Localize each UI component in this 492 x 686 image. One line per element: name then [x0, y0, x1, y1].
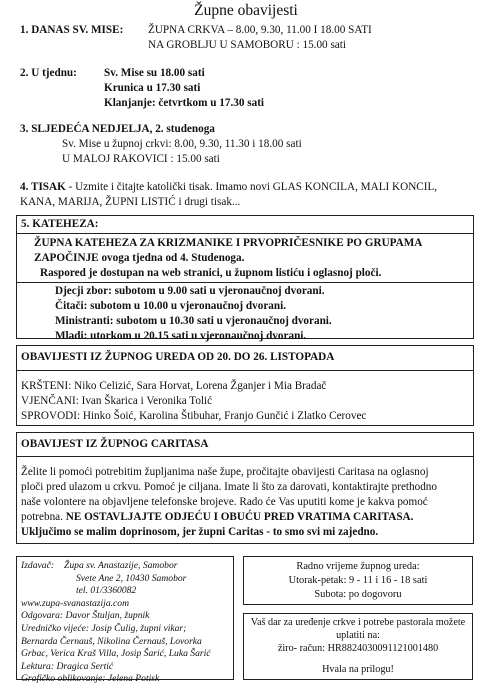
caritas-box: [16, 432, 474, 544]
catechesis-divider-1: [17, 233, 473, 234]
caritas-line3: naše volontere na objavljene telefonske brojeve. Rado će Vas uputiti kome je kakva pomoć: [21, 496, 428, 508]
masses-today-label: 1. DANAS SV. MISE:: [20, 24, 124, 36]
donation-line1: Vaš dar za uređenje crkve i potrebe pastorala možete: [250, 617, 466, 628]
weekday-line3: Klanjanje: četvrtkom u 17.30 sati: [104, 97, 265, 109]
parish-office-divider: [17, 370, 473, 371]
weekday-line1: Sv. Mise su 18.00 sati: [104, 67, 205, 79]
catechesis-group-ministrants: Ministranti: subotom u 10.30 sati u vjeronaučnoj dvorani.: [55, 315, 332, 327]
publisher-label: Izdavač:: [21, 560, 55, 571]
office-hours-box: [243, 556, 473, 605]
funerals-line: SPROVODI: Hinko Šoić, Karolina Štibuhar, Franjo Gunčić i Zlatko Cerovec: [21, 410, 367, 422]
caritas-divider: [17, 456, 473, 457]
caritas-line1: Želite li pomoći potrebitim župljanima naše župe, pročitajte obavijesti Caritasa na oglasnoj: [21, 466, 429, 478]
caritas-line4-start: potrebna.: [21, 511, 63, 523]
parish-office-heading: OBAVIJESTI IZ ŽUPNOG UREDA OD 20. DO 26. LISTOPADA: [21, 351, 335, 363]
publisher-website: www.zupa-svanastazija.com: [21, 597, 130, 609]
parish-office-box: [16, 345, 474, 426]
editorial-board-line3: Grbac, Verica Kraš Villa, Josip Šarić, Luka Šarić: [21, 648, 211, 660]
publisher-name: Župa sv. Anastazije, Samobor: [64, 560, 178, 571]
catechesis-divider-2: [17, 282, 473, 283]
weekday-line2: Krunica u 17.30 sati: [104, 82, 201, 94]
press-paragraph: [20, 180, 470, 196]
office-hours-title: Radno vrijeme župnog ureda:: [296, 561, 420, 572]
next-sunday-line1: Sv. Mise u župnoj crkvi: 8.00, 9.30, 11.30 i 18.00 sati: [62, 138, 302, 150]
bank-account: žiro- račun: HR8824030091121001480: [277, 643, 439, 654]
office-hours-weekday: Utorak-petak: 9 - 11 i 16 - 18 sati: [288, 575, 428, 586]
catechesis-header: 5. KATEHEZA:: [21, 218, 99, 230]
press-label: 4. TISAK: [20, 181, 66, 193]
caritas-line2: ploči pred ulazom u crkvu. Pomoć je ciljana. Imate li što za darovati, kontaktirajte prethodno: [21, 481, 437, 493]
baptized-line: KRŠTENI: Niko Celizić, Sara Horvat, Lorena Žganjer i Mia Bradač: [21, 380, 327, 392]
proofreading: Lektura: Dragica Sertić: [21, 660, 114, 672]
donation-thanks: Hvala na prilogu!: [322, 664, 394, 675]
masses-today-line2: NA GROBLJU U SAMOBORU : 15.00 sati: [148, 39, 346, 51]
caritas-line4: [21, 510, 413, 526]
catechesis-intro-line2: ZAPOČINJE ovoga tjedna od 4. Studenoga.: [34, 252, 245, 264]
page-title: Župne obavijesti: [194, 2, 298, 19]
next-sunday-line2: U MALOJ RAKOVICI : 15.00 sati: [62, 153, 220, 165]
publisher-line: [21, 560, 177, 573]
press-line2: KANA, MARIJA, ŽUPNI LISTIĆ i drugi tisak...: [20, 196, 241, 208]
catechesis-group-choir: Djecji zbor: subotom u 9.00 sati u vjeronaučnoj dvorani.: [55, 285, 325, 297]
next-sunday-heading: 3. SLJEDEĆA NEDJELJA, 2. studenoga: [20, 123, 215, 135]
married-line: VJENČANI: Ivan Škarica i Veronika Tolić: [21, 395, 213, 407]
catechesis-group-readers: Čitači: subotom u 10.00 u vjeronaučnoj dvorani.: [55, 300, 287, 312]
responsible-editor: Odgovara: Davor Štuljan, župnik: [21, 610, 150, 622]
caritas-warning: NE OSTAVLJAJTE ODJEĆU I OBUĆU PRED VRATIMA CARITASA.: [65, 511, 414, 523]
weekday-label: 2. U tjednu:: [20, 67, 77, 79]
publisher-address: Svete Ane 2, 10430 Samobor: [76, 572, 187, 584]
catechesis-group-youth: Mladi: utorkom u 20.15 sati u vjeronaučnoj dvorani.: [55, 330, 307, 342]
caritas-closing: Uključimo se malim doprinosom, jer župni Caritas - to smo svi mi zajedno.: [21, 526, 379, 538]
press-line1: - Uzmite i čitajte katolički tisak. Imamo novi GLAS KONCILA, MALI KONCIL,: [65, 181, 438, 193]
office-hours-saturday: Subota: po dogovoru: [314, 589, 402, 600]
donation-box: [243, 613, 473, 680]
masses-today-line1: ŽUPNA CRKVA – 8.00, 9.30, 11.00 I 18.00 SATI: [148, 24, 372, 36]
graphic-design: Grafičko oblikovanje: Jelena Potisk: [21, 673, 160, 685]
editorial-board-line1: Uredničko vijeće: Josip Čulig, župni vikar;: [21, 623, 187, 634]
imprint-box: [16, 556, 234, 685]
catechesis-box: [16, 215, 474, 342]
publisher-phone: tel. 01/3360082: [76, 585, 137, 597]
catechesis-intro-line1: ŽUPNA KATEHEZA ZA KRIZMANIKE I PRVOPRIČESNIKE PO GRUPAMA: [34, 237, 423, 249]
caritas-heading: OBAVIJEST IZ ŽUPNOG CARITASA: [21, 438, 209, 450]
catechesis-intro-line3: Raspored je dostupan na web stranici, u župnom listiću i oglasnoj ploči.: [40, 267, 382, 279]
donation-line2: uplatiti na:: [336, 630, 380, 641]
editorial-board-line2: Bernarda Černauš, Nikolina Černauš, Lovorka: [21, 635, 202, 647]
